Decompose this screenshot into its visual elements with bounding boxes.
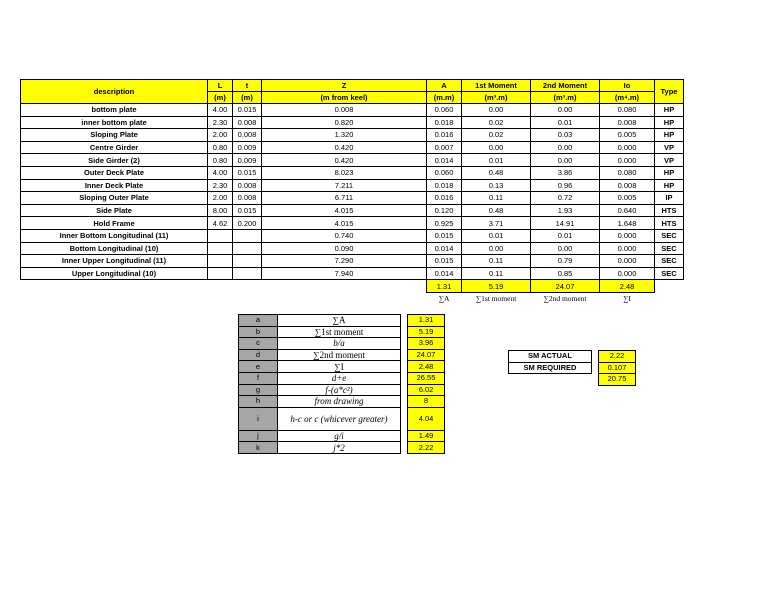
- calc-key: c: [239, 338, 278, 350]
- cell-Io: 0.005: [600, 129, 655, 142]
- cell-type: VP: [655, 154, 684, 167]
- calc-row: [239, 372, 445, 384]
- calc-row: [239, 326, 445, 338]
- cell-L: 8.00: [208, 204, 233, 217]
- cell-description: Sloping Plate: [21, 129, 208, 142]
- cell-t: 0.008: [233, 116, 262, 129]
- cell-L: 2.30: [208, 116, 233, 129]
- table-row: [21, 179, 684, 192]
- cell-description: bottom plate: [21, 104, 208, 117]
- cell-L: [208, 255, 233, 268]
- sm-actual-label: SM ACTUAL: [509, 351, 592, 363]
- table-row: [21, 242, 684, 255]
- cell-Z: 0.820: [262, 116, 427, 129]
- cell-Io: 0.000: [600, 242, 655, 255]
- cell-first-moment: 0.11: [462, 192, 531, 205]
- cell-A: 0.120: [427, 204, 462, 217]
- cell-first-moment: 0.02: [462, 129, 531, 142]
- cell-first-moment: 3.71: [462, 217, 531, 230]
- cell-type: HTS: [655, 217, 684, 230]
- unit-t: (m): [233, 92, 262, 104]
- cell-description: Side Plate: [21, 204, 208, 217]
- cell-L: 4.00: [208, 166, 233, 179]
- cell-t: 0.008: [233, 179, 262, 192]
- cell-second-moment: 3.86: [531, 166, 600, 179]
- calc-key: f: [239, 372, 278, 384]
- header-row: [21, 80, 684, 92]
- cell-t: [233, 267, 262, 280]
- calc-value: 5.19: [408, 326, 445, 338]
- cell-Io: 0.008: [600, 116, 655, 129]
- cell-Io: 0.000: [600, 255, 655, 268]
- cell-type: HP: [655, 104, 684, 117]
- calc-value: 6.02: [408, 384, 445, 396]
- cell-Io: 0.080: [600, 166, 655, 179]
- unit-Io: (m⁴.m): [600, 92, 655, 104]
- header-t: t: [233, 80, 262, 92]
- table-row: [21, 217, 684, 230]
- cell-t: 0.008: [233, 129, 262, 142]
- table-row: [21, 141, 684, 154]
- cell-first-moment: 0.48: [462, 204, 531, 217]
- cell-first-moment: 0.13: [462, 179, 531, 192]
- cell-type: SEC: [655, 267, 684, 280]
- cell-L: 2.30: [208, 179, 233, 192]
- cell-second-moment: 1.93: [531, 204, 600, 217]
- table-row: [21, 255, 684, 268]
- cell-description: Inner Deck Plate: [21, 179, 208, 192]
- cell-Io: 0.000: [600, 154, 655, 167]
- cell-type: HP: [655, 179, 684, 192]
- calc-key: d: [239, 349, 278, 361]
- cell-Io: 0.000: [600, 229, 655, 242]
- cell-description: Inner Upper Longitudinal (11): [21, 255, 208, 268]
- cell-first-moment: 0.11: [462, 267, 531, 280]
- cell-Z: 4.015: [262, 217, 427, 230]
- calc-expression: d+e: [278, 372, 401, 384]
- calc-key: a: [239, 315, 278, 327]
- cell-Z: 7.211: [262, 179, 427, 192]
- cell-second-moment: 0.79: [531, 255, 600, 268]
- cell-t: 0.015: [233, 104, 262, 117]
- calc-key: g: [239, 384, 278, 396]
- cell-first-moment: 0.01: [462, 229, 531, 242]
- cell-Z: 0.420: [262, 141, 427, 154]
- cell-description: Bottom Longitudinal (10): [21, 242, 208, 255]
- calc-key: i: [239, 407, 278, 430]
- cell-second-moment: 0.85: [531, 267, 600, 280]
- cell-type: HP: [655, 129, 684, 142]
- cell-Io: 0.000: [600, 267, 655, 280]
- section-modulus-summary: [508, 350, 636, 386]
- cell-Z: 4.015: [262, 204, 427, 217]
- cell-A: 0.060: [427, 166, 462, 179]
- header-type: Type: [655, 80, 684, 104]
- cell-L: 4.00: [208, 104, 233, 117]
- cell-A: 0.014: [427, 242, 462, 255]
- cell-second-moment: 14.91: [531, 217, 600, 230]
- cell-A: 0.018: [427, 116, 462, 129]
- cell-first-moment: 0.11: [462, 255, 531, 268]
- calc-row: [239, 349, 445, 361]
- cell-A: 0.014: [427, 154, 462, 167]
- cell-t: 0.015: [233, 204, 262, 217]
- sm-required-label: SM REQUIRED: [509, 362, 592, 374]
- cell-A: 0.060: [427, 104, 462, 117]
- cell-type: SEC: [655, 255, 684, 268]
- cell-second-moment: 0.72: [531, 192, 600, 205]
- total-Io: 2.48: [600, 280, 655, 293]
- cell-L: [208, 267, 233, 280]
- cell-Z: 0.090: [262, 242, 427, 255]
- unit-Z: (m from keel): [262, 92, 427, 104]
- cell-description: inner bottom plate: [21, 116, 208, 129]
- header-L: L: [208, 80, 233, 92]
- cell-first-moment: 0.48: [462, 166, 531, 179]
- calc-key: e: [239, 361, 278, 373]
- calc-expression: ∑I: [278, 361, 401, 373]
- sm-extra-value: 20.75: [599, 374, 636, 386]
- cell-Io: 1.648: [600, 217, 655, 230]
- calc-expression: j*2: [278, 442, 401, 454]
- cell-description: Outer Deck Plate: [21, 166, 208, 179]
- total-first-moment: 5.19: [462, 280, 531, 293]
- cell-first-moment: 0.01: [462, 154, 531, 167]
- cell-second-moment: 0.00: [531, 104, 600, 117]
- calc-row: [239, 338, 445, 350]
- cell-A: 0.015: [427, 229, 462, 242]
- cell-L: 0.80: [208, 154, 233, 167]
- calc-row: [239, 315, 445, 327]
- calc-value: 8: [408, 396, 445, 408]
- cell-type: SEC: [655, 229, 684, 242]
- table-row: [21, 116, 684, 129]
- cell-t: [233, 242, 262, 255]
- calc-value: 2.48: [408, 361, 445, 373]
- cell-Z: 8.023: [262, 166, 427, 179]
- header-description: description: [21, 80, 208, 104]
- cell-second-moment: 0.00: [531, 242, 600, 255]
- cell-description: Side Girder (2): [21, 154, 208, 167]
- calc-key: b: [239, 326, 278, 338]
- unit-L: (m): [208, 92, 233, 104]
- calc-expression: ∑2nd moment: [278, 349, 401, 361]
- cell-second-moment: 0.03: [531, 129, 600, 142]
- calc-value: 1.49: [408, 430, 445, 442]
- table-row: [21, 154, 684, 167]
- cell-A: 0.015: [427, 255, 462, 268]
- cell-A: 0.016: [427, 129, 462, 142]
- cell-t: [233, 229, 262, 242]
- header-Io: Io: [600, 80, 655, 92]
- cell-type: IP: [655, 192, 684, 205]
- unit-A: (m.m): [427, 92, 462, 104]
- cell-first-moment: 0.00: [462, 104, 531, 117]
- table-row: [21, 229, 684, 242]
- sm-extra-row: [509, 374, 636, 386]
- cell-type: HP: [655, 116, 684, 129]
- cell-Z: 0.420: [262, 154, 427, 167]
- sum-label-Io: ∑I: [623, 293, 631, 303]
- cell-t: 0.008: [233, 192, 262, 205]
- calc-expression: f-(a*c²): [278, 384, 401, 396]
- cell-Z: 0.740: [262, 229, 427, 242]
- cell-t: [233, 255, 262, 268]
- cell-L: [208, 242, 233, 255]
- calc-key: h: [239, 396, 278, 408]
- table-row: [21, 192, 684, 205]
- table-row: [21, 166, 684, 179]
- cell-description: Inner Bottom Longitudinal (11): [21, 229, 208, 242]
- calculation-table: [238, 314, 445, 454]
- cell-first-moment: 0.00: [462, 242, 531, 255]
- sum-label-A: ∑A: [438, 293, 450, 303]
- cell-type: HTS: [655, 204, 684, 217]
- header-A: A: [427, 80, 462, 92]
- cell-second-moment: 0.00: [531, 154, 600, 167]
- sum-label-row: [21, 292, 684, 304]
- header-second-moment: 2nd Moment: [531, 80, 600, 92]
- table-row: [21, 129, 684, 142]
- calc-expression: b/a: [278, 338, 401, 350]
- calc-value: 1.31: [408, 315, 445, 327]
- cell-Io: 0.008: [600, 179, 655, 192]
- cell-t: 0.009: [233, 154, 262, 167]
- calc-expression: ∑A: [278, 315, 401, 327]
- calc-value: 3.96: [408, 338, 445, 350]
- cell-t: 0.009: [233, 141, 262, 154]
- cell-A: 0.018: [427, 179, 462, 192]
- cell-Z: 7.290: [262, 255, 427, 268]
- calc-value: 2.22: [408, 442, 445, 454]
- sum-label-first-moment: ∑1st moment: [475, 293, 517, 303]
- cell-description: Sloping Outer Plate: [21, 192, 208, 205]
- sm-required-row: [509, 362, 636, 374]
- cell-L: 2.00: [208, 192, 233, 205]
- cell-second-moment: 0.00: [531, 141, 600, 154]
- cell-L: [208, 229, 233, 242]
- totals-row: [21, 280, 684, 293]
- cell-L: 4.62: [208, 217, 233, 230]
- calc-expression: from drawing: [278, 396, 401, 408]
- cell-type: VP: [655, 141, 684, 154]
- total-second-moment: 24.07: [531, 280, 600, 293]
- table-row: [21, 267, 684, 280]
- calc-key: j: [239, 430, 278, 442]
- section-modulus-table: [20, 79, 684, 304]
- unit-second-moment: (m³.m): [531, 92, 600, 104]
- cell-L: 2.00: [208, 129, 233, 142]
- cell-first-moment: 0.00: [462, 141, 531, 154]
- cell-second-moment: 0.96: [531, 179, 600, 192]
- calc-row: [239, 407, 445, 430]
- table-row: [21, 104, 684, 117]
- cell-second-moment: 0.01: [531, 116, 600, 129]
- calc-expression: g/i: [278, 430, 401, 442]
- calc-row: [239, 396, 445, 408]
- calc-value: 4.04: [408, 407, 445, 430]
- cell-type: HP: [655, 166, 684, 179]
- cell-t: 0.200: [233, 217, 262, 230]
- calc-value: 24.07: [408, 349, 445, 361]
- cell-t: 0.015: [233, 166, 262, 179]
- table-row: [21, 204, 684, 217]
- cell-first-moment: 0.02: [462, 116, 531, 129]
- cell-A: 0.925: [427, 217, 462, 230]
- cell-description: Upper Longitudinal (10): [21, 267, 208, 280]
- header-Z: Z: [262, 80, 427, 92]
- cell-description: Centre Girder: [21, 141, 208, 154]
- sm-actual-value: 2.22: [599, 351, 636, 363]
- cell-Z: 6.711: [262, 192, 427, 205]
- cell-A: 0.007: [427, 141, 462, 154]
- calc-expression: ∑1st moment: [278, 326, 401, 338]
- cell-Io: 0.080: [600, 104, 655, 117]
- calc-row: [239, 430, 445, 442]
- cell-Io: 0.640: [600, 204, 655, 217]
- cell-Z: 1.320: [262, 129, 427, 142]
- header-first-moment: 1st Moment: [462, 80, 531, 92]
- total-A: 1.31: [427, 280, 462, 293]
- cell-A: 0.014: [427, 267, 462, 280]
- cell-Z: 0.008: [262, 104, 427, 117]
- cell-Io: 0.000: [600, 141, 655, 154]
- calc-key: k: [239, 442, 278, 454]
- sum-label-second-moment: ∑2nd moment: [543, 293, 587, 303]
- cell-second-moment: 0.01: [531, 229, 600, 242]
- sm-required-value: 0.107: [599, 362, 636, 374]
- cell-Io: 0.005: [600, 192, 655, 205]
- cell-A: 0.016: [427, 192, 462, 205]
- cell-L: 0.80: [208, 141, 233, 154]
- calc-row: [239, 442, 445, 454]
- unit-first-moment: (m³.m): [462, 92, 531, 104]
- cell-description: Hold Frame: [21, 217, 208, 230]
- cell-type: SEC: [655, 242, 684, 255]
- calc-row: [239, 384, 445, 396]
- calc-row: [239, 361, 445, 373]
- calc-value: 26.55: [408, 372, 445, 384]
- sm-actual-row: [509, 351, 636, 363]
- calc-expression: h-c or c (whicever greater): [278, 407, 401, 430]
- cell-Z: 7.940: [262, 267, 427, 280]
